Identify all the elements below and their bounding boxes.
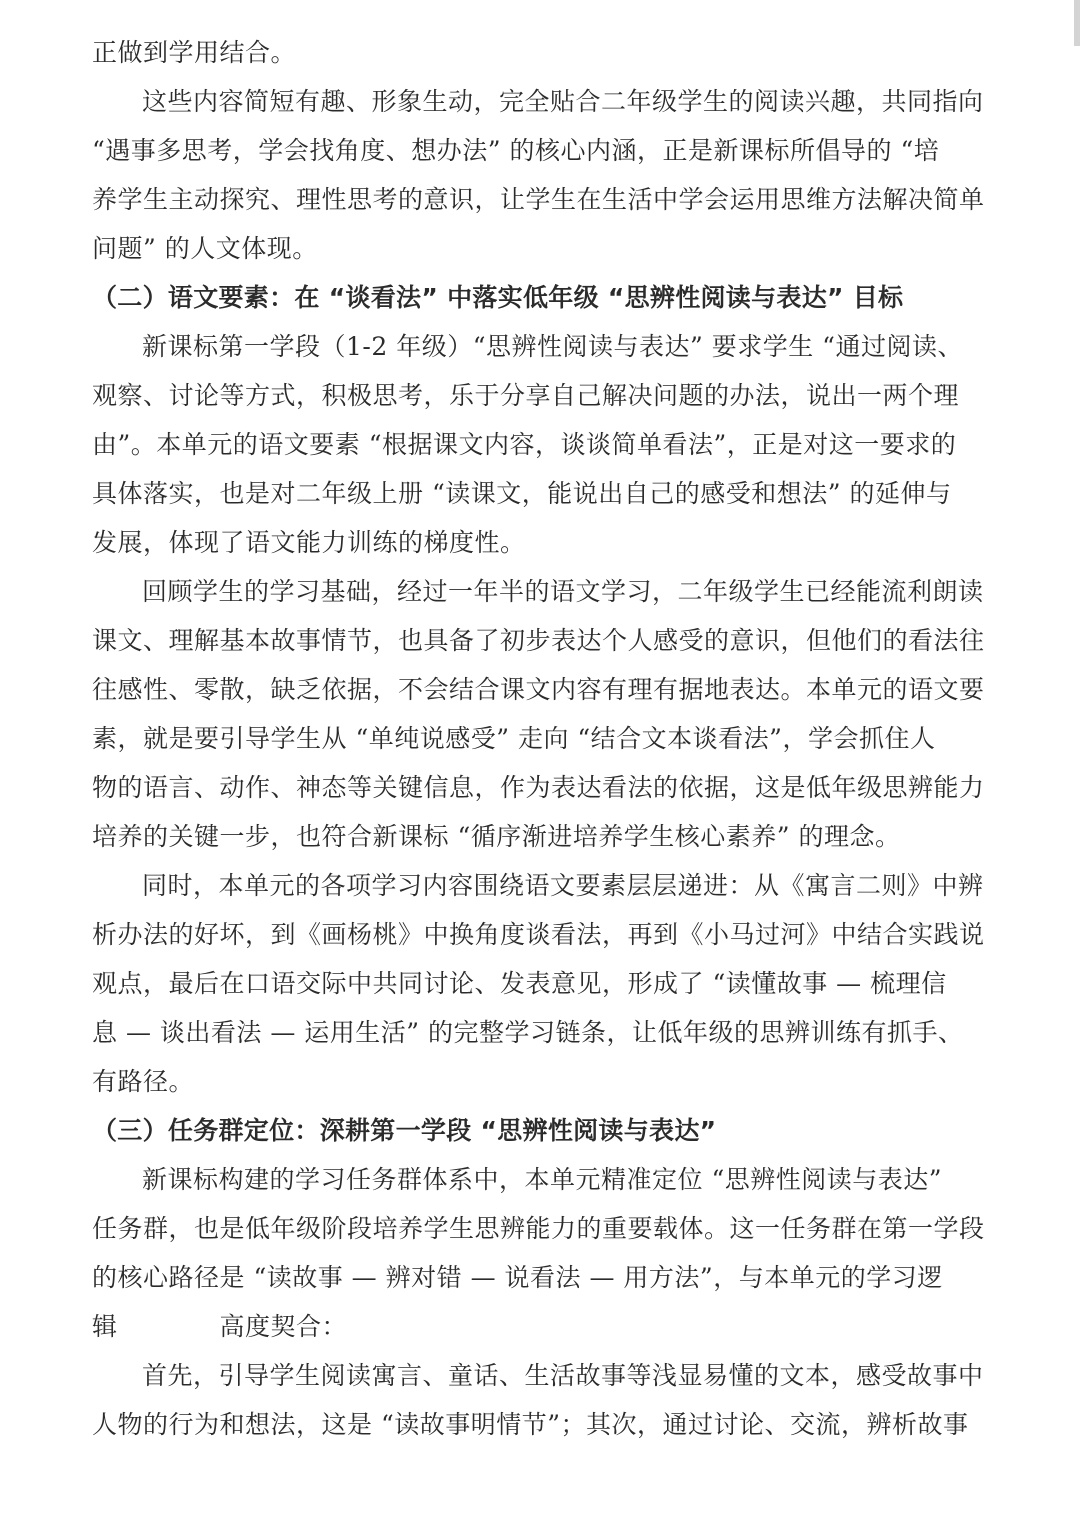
text-line: 物的语言、动作、神态等关键信息，作为表达看法的依据，这是低年级思辨能力 [92, 773, 985, 802]
document-body [92, 28, 985, 1449]
text-line: 任务群，也是低年级阶段培养学生思辨能力的重要载体。这一任务群在第一学段 [92, 1214, 985, 1243]
text-line: 发展，体现了语文能力训练的梯度性。 [92, 528, 526, 557]
paragraph-start: 回顾学生的学习基础，经过一年半的语文学习，二年级学生已经能流利朗读 [142, 577, 984, 606]
scrollbar[interactable] [1074, 0, 1080, 46]
text-line: “遇事多思考，学会找角度、想办法” 的核心内涵，正是新课标所倡导的 “培 [92, 136, 940, 165]
text-line: 的核心路径是 “读故事 — 辨对错 — 说看法 — 用方法”，与本单元的学习逻 [92, 1263, 943, 1292]
paragraph-start: 首先，引导学生阅读寓言、童话、生活故事等浅显易懂的文本，感受故事中 [142, 1361, 984, 1390]
text-line: 培养的关键一步，也符合新课标 “循序渐进培养学生核心素养” 的理念。 [92, 822, 901, 851]
paragraph-start: 同时，本单元的各项学习内容围绕语文要素层层递进：从《寓言二则》中辨 [142, 871, 984, 900]
text-line: 观点，最后在口语交际中共同讨论、发表意见，形成了 “读懂故事 — 梳理信 [92, 969, 947, 998]
paragraph-start: 新课标构建的学习任务群体系中，本单元精准定位 “思辨性阅读与表达” [142, 1165, 943, 1194]
text-line: 课文、理解基本故事情节，也具备了初步表达个人感受的意识，但他们的看法往 [92, 626, 985, 655]
paragraph-start: 这些内容简短有趣、形象生动，完全贴合二年级学生的阅读兴趣，共同指向 [142, 87, 984, 116]
section-heading: （二）语文要素：在 “谈看法” 中落实低年级 “思辨性阅读与表达” 目标 [92, 283, 904, 312]
text-line: 由”。本单元的语文要素 “根据课文内容，谈谈简单看法”，正是对这一要求的 [92, 430, 957, 459]
text-line: 观察、讨论等方式，积极思考，乐于分享自己解决问题的办法，说出一两个理 [92, 381, 960, 410]
text-line: 具体落实，也是对二年级上册 “读课文，能说出自己的感受和想法” 的延伸与 [92, 479, 952, 508]
paragraph-start: 新课标第一学段（1-2 年级）“思辨性阅读与表达” 要求学生 “通过阅读、 [142, 332, 963, 361]
text-line: 人物的行为和想法，这是 “读故事明情节”；其次，通过讨论、交流，辨析故事 [92, 1410, 969, 1439]
text-line: 正做到学用结合。 [92, 38, 297, 67]
text-line: 养学生主动探究、理性思考的意识，让学生在生活中学会运用思维方法解决简单 [92, 185, 985, 214]
text-line: 有路径。 [92, 1067, 195, 1096]
text-line: 辑 高度契合： [92, 1312, 348, 1341]
text-line: 问题” 的人文体现。 [92, 234, 318, 263]
text-line: 往感性、零散，缺乏依据，不会结合课文内容有理有据地表达。本单元的语文要 [92, 675, 985, 704]
text-line: 析办法的好坏，到《画杨桃》中换角度谈看法，再到《小马过河》中结合实践说 [92, 920, 985, 949]
text-line: 息 — 谈出看法 — 运用生活” 的完整学习链条，让低年级的思辨训练有抓手、 [92, 1018, 964, 1047]
section-heading: （三）任务群定位：深耕第一学段 “思辨性阅读与表达” [92, 1116, 717, 1145]
text-line: 素，就是要引导学生从 “单纯说感受” 走向 “结合文本谈看法”，学会抓住人 [92, 724, 936, 753]
